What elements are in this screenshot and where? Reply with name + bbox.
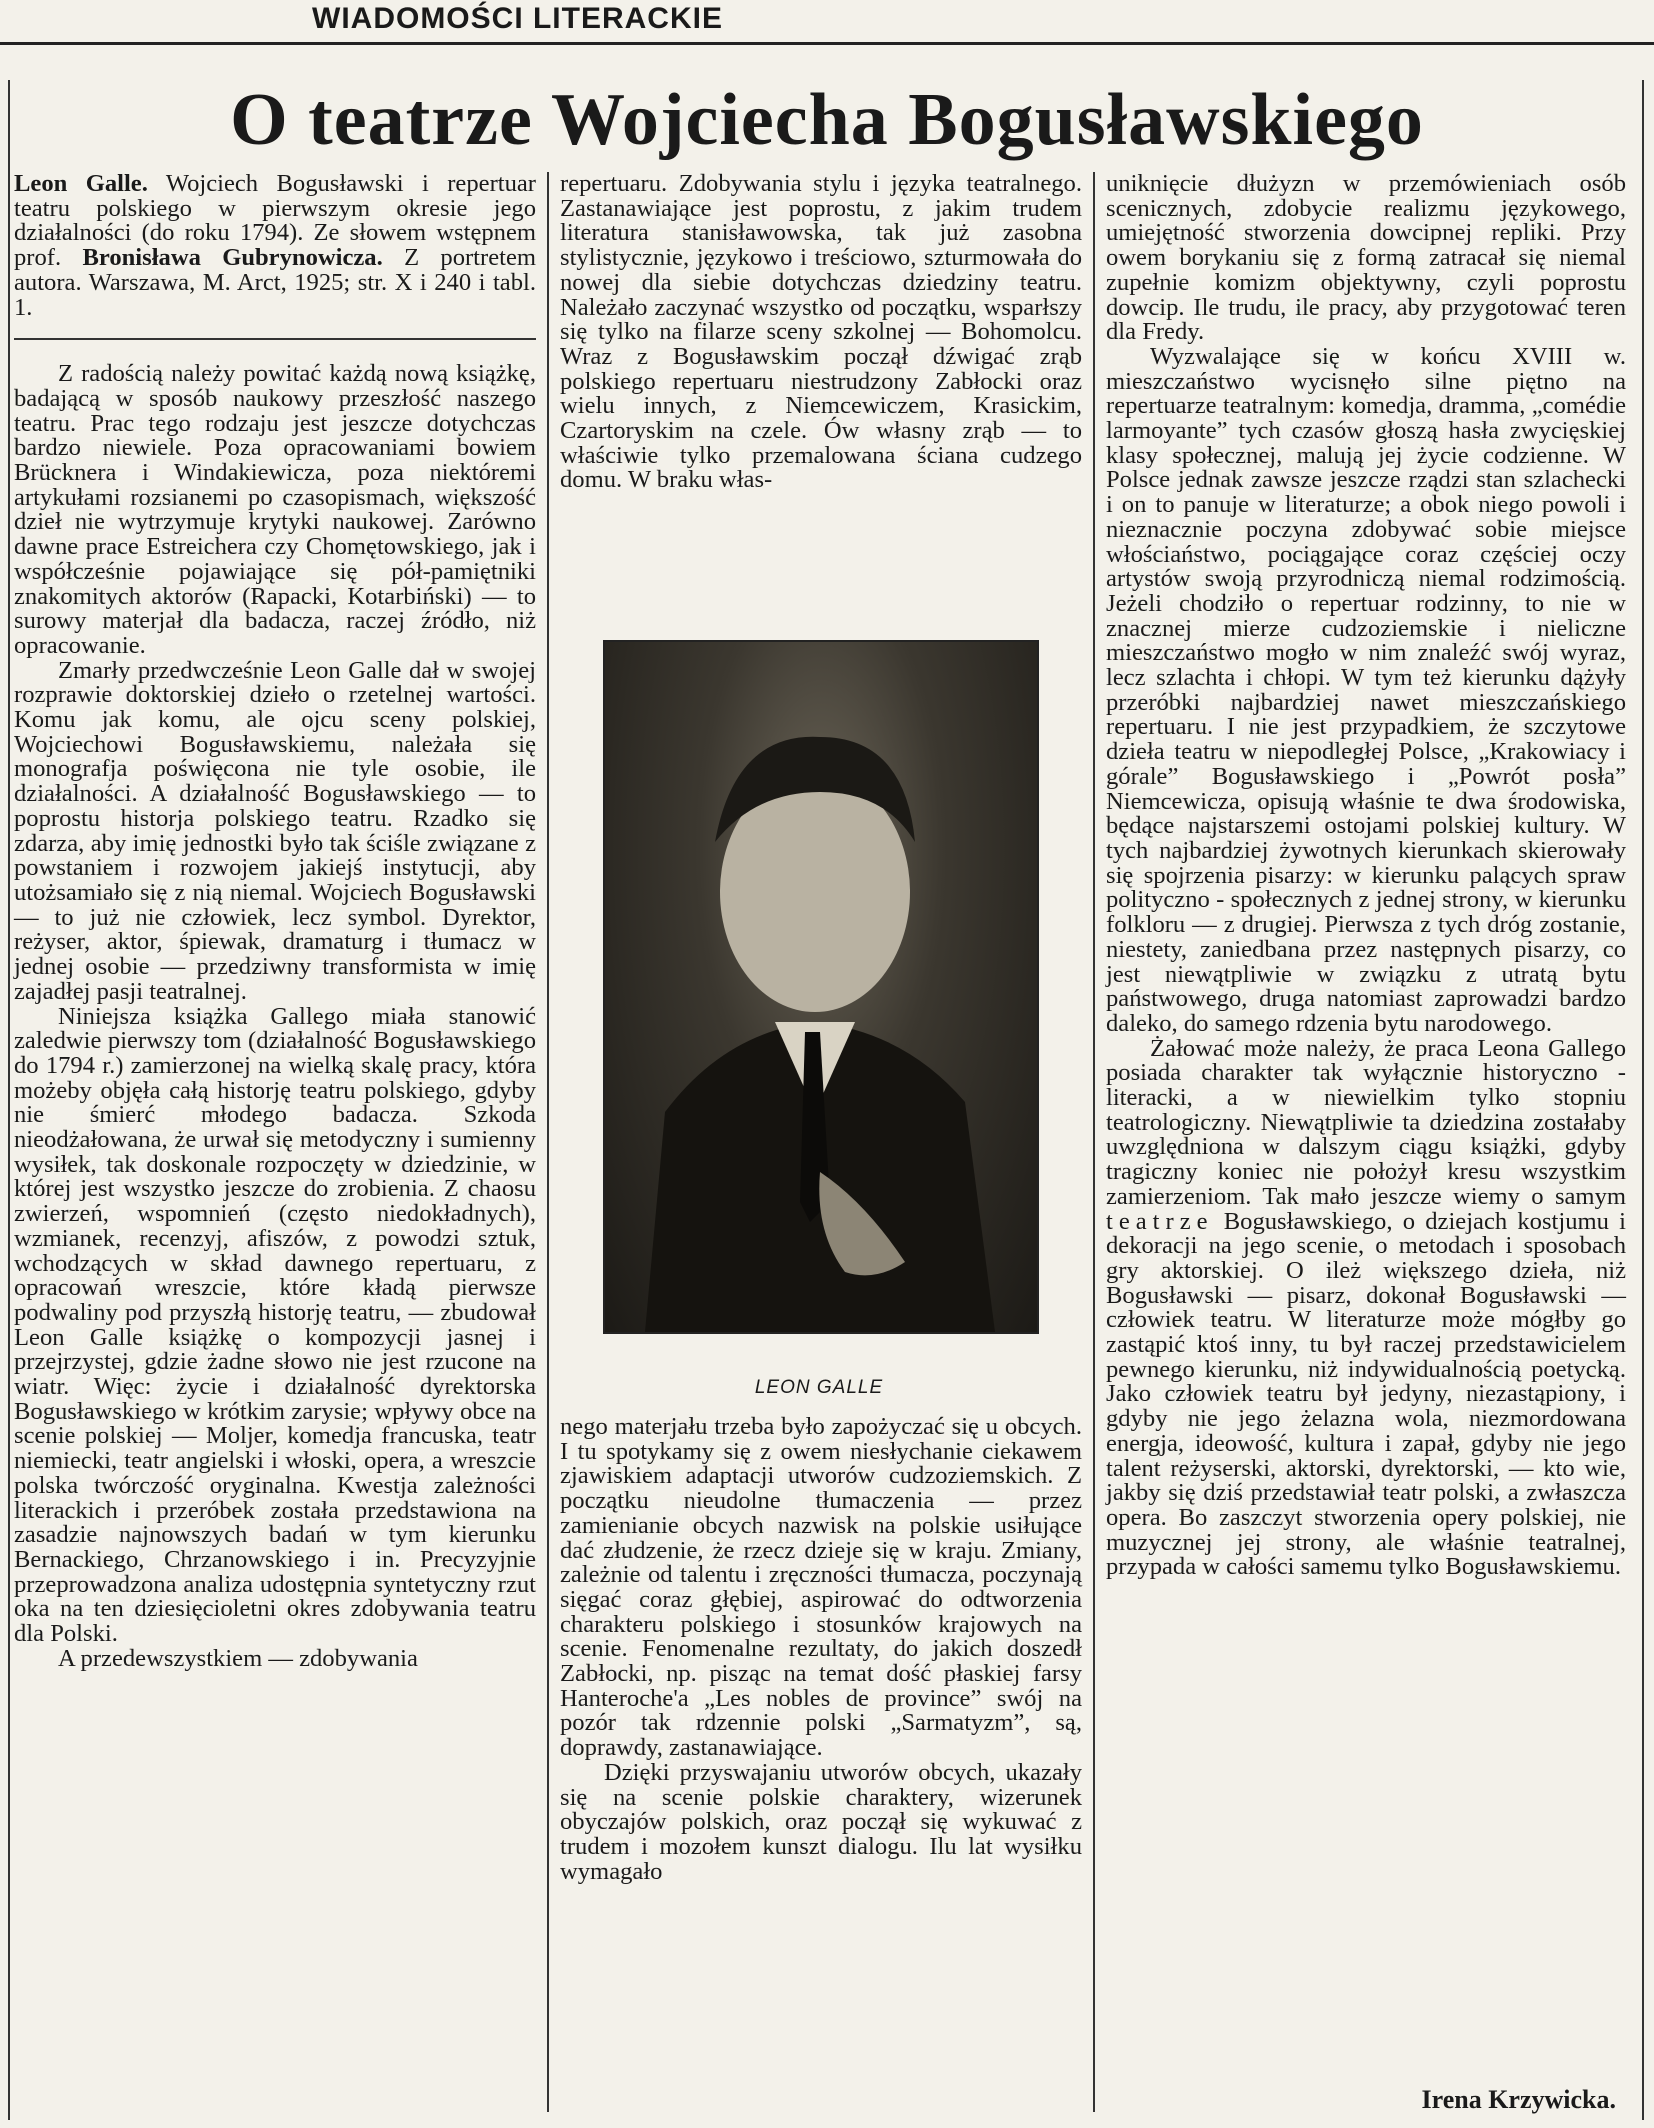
right-frame-rule [1642, 80, 1644, 2120]
paragraph: Zmarły przedwcześnie Leon Galle dał w swojej rozprawie doktorskiej dzieło o rzetelnej wartości. Komu jak komu, ale ojcu sceny polskiej, Wojciechowi Bogusławskiemu, należała się monografja poświęcona nie tyle osobie, ile działalności. A działalność Bogusławskiego — to poprostu historja polskiego teatru. Rzadko się zdarza, aby imię jednostki było tak ściśle związane z powstaniem i rozwojem jakiejś instytucji, aby utożsamiało się z nią niemal. Wojciech Bogusławski — to już nie człowiek, lecz symbol. Dyrektor, reżyser, aktor, śpiewak, dramaturg i tłumacz w jednej osobie — przedziwny transformista w imię zajadłej pasji teatralnej. [14, 656, 536, 1005]
header-rule [0, 42, 1654, 45]
paragraph: Dzięki przyswajaniu utworów obcych, ukazały się na scenie polskie charaktery, wizerunek obyczajów polskich, oraz począł się wykuwać z trudem i mozołem kunszt dialogu. Ilu lat wysiłku wymagało [560, 1758, 1082, 1885]
book-imprint: Z portretem autora. Warszawa, M. Arct, 1925; str. X i 240 i tabl. 1. [14, 244, 536, 321]
paragraph: A przedewszystkiem — zdobywania [58, 1644, 418, 1672]
portrait-caption: LEON GALLE [754, 1377, 884, 1398]
text-run: Bogusławskiego, o dziejach kostjumu i dekoracji na jego scenie, o metodach i sposobach gry aktorskiej. O ileż większego dzieła, niż Bogusławski — pisarz, dokonał Bogusławski — człowiek teatru. W literaturze może mógłby go zastąpić ktoś inny, tu był raczej przedstawicielem pewnego kierunku, niż indywidualnością poetycką. Jako człowiek teatru był jedyny, niezastąpiony, i gdyby nie jego żelazna wola, niezmordowana energja, ideowość, kultura i zapał, gdyby nie jego talent reżyserski, aktorski, dyrektorski, — kto wie, jakby się dziś przedstawiał teatr polski, a zwłaszcza opera. Bo zaszczyt stworzenia opery polskiej, nie muzycznej jej strony, ale właśnie teatralnej, przypada w całości samemu tylko Bogusławskiemu. [1106, 1207, 1626, 1581]
text-run: Żałować może należy, że praca Leona Gallego posiada charakter tak wyłącznie historyczno - literacki, a w niewielkim tylko stopniu teatrologiczny. Niewątpliwie ta dziedzina zostałaby uwzględniona w dalszym ciągu książki, gdyby tragiczny koniec nie położył kresu wszystkim zamierzeniom. Tak mało jeszcze wiemy o samym [1106, 1034, 1626, 1210]
paragraph: repertuaru. Zdobywania stylu i języka teatralnego. Zastanawiające jest poprostu, z jakim trudem literatura stanisławowska, tak już zasobna stylistycznie, językowo i treściowo, szturmowała do nowej dla siebie dotychczas dziedziny teatru. Należało zaczynać wszystko od początku, wsparłszy się tylko na filarze sceny szkolnej — Bohomolcu. Wraz z Bogusławskim począł dźwigać zrąb polskiego repertuaru niestrudzony Zabłocki oraz wielu innych, z Niemcewiczem, Krasickim, Czartoryskim na czele. Ów własny zrąb — to właściwie tylko przemalowana ściana cudzego domu. W braku włas- [560, 170, 1082, 494]
column-divider [1093, 172, 1095, 2112]
paragraph: nego materjału trzeba było zapożyczać się u obcych. I tu spotykamy się z owem niesłychanie ciekawem zjawiskiem adaptacji utworów cudzoziemskich. Z początku nieudolne tłumaczenia — przez zamienianie obcych nazwisk na polskie usiłujące dać złudzenie, że rzecz dzieje się w kraju. Zmiany, zależnie od talentu i zręczności tłumacza, poczynają sięgać coraz głębiej, aspirować do odtworzenia charakteru polskiego i stosunków krajowych na scenie. Fenomenalne rezultaty, do jakich doszedł Zabłocki, np. pisząc na temat dość płaskiej farsy Hanteroche'a „Les nobles de province” swój na pozór tak rdzennie polski „Sarmatyzm”, są, doprawdy, zastanawiające. [560, 1413, 1082, 1762]
column-2-top [560, 172, 1082, 493]
column-divider [547, 172, 549, 2112]
bibliography-note [14, 172, 536, 340]
column-3 [1106, 172, 1626, 1580]
column-2-bottom [560, 1415, 1082, 1884]
column-1 [14, 172, 536, 1671]
author-portrait [603, 640, 1039, 1334]
left-frame-rule [8, 80, 10, 2120]
emphasized-word: teatrze [1106, 1207, 1214, 1235]
book-editor: Bronisława Gubrynowicza. [82, 244, 383, 272]
paragraph: uniknięcie dłużyzn w przemówieniach osób scenicznych, zdobycie realizmu językowego, umiejętność stworzenia dowcipnej repliki. Przy owem borykaniu się z formą zatracał się niemal zupełnie komizm objektywny, czyli poprostu dowcip. Ile trudu, ile pracy, aby przygotować teren dla Fredy. [1106, 170, 1626, 346]
book-author: Leon Galle. [14, 170, 148, 197]
article-title: O teatrze Wojciecha Bogusławskiego [230, 79, 1424, 161]
author-signature: Irena Krzywicka. [1421, 2085, 1616, 2114]
paragraph [1106, 1034, 1626, 1581]
paragraph: Niniejsza książka Gallego miała stanowić zaledwie pierwszy tom (działalność Bogusławskiego do 1794 r.) zamierzonej na wielką skalę pracy, która możeby objęła całą historję teatru polskiego, gdyby nie śmierć młodego badacza. Szkoda nieodżałowana, że urwał się metodyczny i sumienny wysiłek, tak doskonale rozpoczęty w dziedzinie, w której jest wszystko jeszcze do zrobienia. Z chaosu zwierzeń, wspomnień (często niedokładnych), wzmianek, recenzyj, afiszów, z powodzi sztuk, wchodzących w skład dawnego repertuaru, z opracowań wreszcie, które kładą pierwsze podwaliny pod przyszłą historję teatru, — zbudował Leon Galle książkę o kompozycji jasnej i przejrzystej, gdzie żadne słowo nie jest rzucone na wiatr. Więc: życie i działalność dyrektorska Bogusławskiego w krótkim zarysie; wpływy obce na scenie polskiej — Moljer, komedja francuska, teatr niemiecki, teatr angielski i włoski, opera, a wreszcie polska twórczość oryginalna. Kwestja zależności literackich i przeróbek została przedstawiona na zasadzie najnowszych badań w tym kierunku Bernackiego, Chrzanowskiego i in. Precyzyjnie przeprowadzona analiza udostępnia syntetyczny rzut oka na ten dziesięcioletni okres zdobywania teatru dla Polski. [14, 1002, 536, 1648]
paragraph: Wyzwalające się w końcu XVIII w. mieszczaństwo wycisnęło silne piętno na repertuarze teatralnym: komedja, dramma, „comédie larmoyante” tych czasów głoszą hasła zwycięskiej klasy społecznej, malują jej życie codzienne. W Polsce jednak zawsze jeszcze rządzi stan szlachecki i on to panuje w literaturze; a obok niego powoli i nieznacznie poczyna zdobywać sobie miejsce włościaństwo, pociągające coraz częściej oczy artystów swoją przyrodniczą niemal rodzimością. Jeżeli chodziło o repertuar rodzinny, to nie w znacznej mierze cudzoziemskie i nieliczne mieszczaństwo mogło w nim znaleźć swój wyraz, lecz szlachta i chłopi. W tym też kierunku dążyły przeróbki najbardziej nawet mieszczańskiego repertuaru. I nie jest przypadkiem, że szczytowe dzieła teatru w niepodległej Polsce, „Krakowiacy i górale” Bogusławskiego i „Powrót posła” Niemcewicza, opisują właśnie te dwa środowiska, będące najstarszemi ostojami polskiej kultury. W tych najbardziej żywotnych kierunkach skierowały się spojrzenia pisarzy: w kierunku palących spraw polityczno - społecznych z jednej strony, w kierunku folkloru — z drugiej. Pierwsza z tych dróg zostanie, niestety, zaniedbana przez następnych pisarzy, co jest niewątpliwie w związku z utratą bytu państwowego, druga natomiast zaprowadzi bardzo daleko, do samego rdzenia bytu narodowego. [1106, 342, 1626, 1037]
magazine-header: WIADOMOŚCI LITERACKIE [312, 2, 723, 35]
book-title: Wojciech Bogusławski i repertuar teatru polskiego w pierwszym okresie jego działalności (do roku 1794). Ze słowem wstępnem prof. [14, 170, 536, 272]
paragraph: Z radością należy powitać każdą nową książkę, badającą w sposób naukowy przeszłość naszego teatru. Prac tego rodzaju jest jeszcze dotychczas bardzo niewiele. Poza opracowaniami bowiem Brücknera i Windakiewicza, poza niektóremi artykułami rozsianemi po czasopismach, większość dzieł nie wytrzymuje krytyki naukowej. Zarówno dawne prace Estreichera czy Chomętowskiego, jak i współcześnie pojawiające się pół-pamiętniki znakomitych aktorów (Rapacki, Kotarbiński) — to surowy materjał dla badacza, raczej źródło, niż opracowanie. [14, 360, 536, 659]
